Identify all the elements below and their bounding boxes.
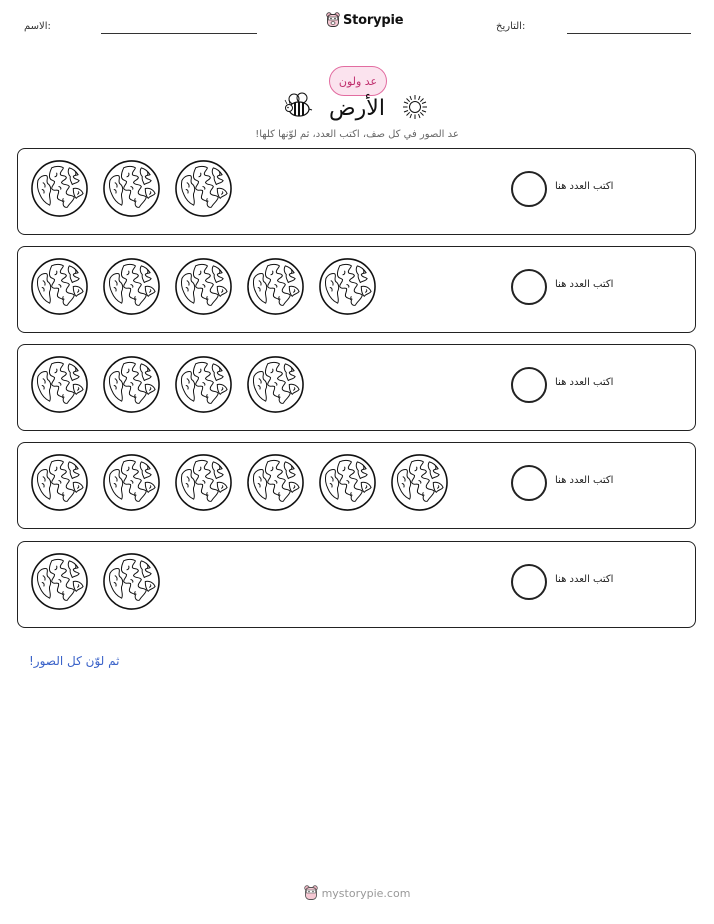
- counting-row: [17, 246, 696, 333]
- date-label: التاريخ:: [496, 21, 526, 32]
- bear-logo-icon: [326, 12, 340, 28]
- count-and-color-badge: عد ولون: [329, 66, 387, 96]
- counting-row: [17, 148, 696, 235]
- bee-icon: [283, 92, 313, 120]
- instructions: عد الصور في كل صف، اكتب العدد، ثم لوّنها كلها!: [255, 129, 459, 140]
- counting-row: [17, 442, 696, 529]
- answer-circle[interactable]: [511, 564, 547, 600]
- globe-icon: [30, 257, 89, 316]
- globe-icon: [246, 257, 305, 316]
- globe-icon: [102, 159, 161, 218]
- globe-icon: [246, 355, 305, 414]
- globe-icon: [102, 552, 161, 611]
- write-number-label: اكتب العدد هنا: [555, 279, 614, 290]
- globe-icon: [390, 453, 449, 512]
- globe-icon: [102, 453, 161, 512]
- footer-url[interactable]: mystorypie.com: [321, 886, 411, 900]
- globe-icon: [174, 257, 233, 316]
- globe-icon: [30, 355, 89, 414]
- globe-group: [30, 552, 161, 611]
- footer-brand: [0, 885, 714, 901]
- globe-icon: [246, 453, 305, 512]
- globe-icon: [174, 453, 233, 512]
- globe-group: [30, 159, 233, 218]
- counting-row: [17, 541, 696, 628]
- globe-icon: [102, 355, 161, 414]
- answer-circle[interactable]: [511, 465, 547, 501]
- write-number-label: اكتب العدد هنا: [555, 574, 614, 585]
- globe-icon: [102, 257, 161, 316]
- globe-icon: [174, 355, 233, 414]
- write-number-label: اكتب العدد هنا: [555, 181, 614, 192]
- bear-logo-icon: [304, 885, 318, 901]
- globe-icon: [318, 257, 377, 316]
- write-number-label: اكتب العدد هنا: [555, 377, 614, 388]
- worksheet-title: الأرض: [329, 96, 385, 121]
- date-line[interactable]: [567, 33, 691, 34]
- write-number-label: اكتب العدد هنا: [555, 475, 614, 486]
- globe-group: [30, 355, 305, 414]
- globe-icon: [30, 453, 89, 512]
- globe-icon: [30, 159, 89, 218]
- sun-icon: [402, 94, 428, 120]
- name-label: الاسم:: [24, 21, 51, 32]
- brand-name: Storypie: [343, 12, 404, 28]
- globe-icon: [318, 453, 377, 512]
- storypie-brand: [326, 12, 403, 28]
- color-all-note: ثم لوّن كل الصور!: [29, 654, 120, 668]
- globe-group: [30, 453, 449, 512]
- answer-circle[interactable]: [511, 171, 547, 207]
- globe-icon: [174, 159, 233, 218]
- globe-icon: [30, 552, 89, 611]
- globe-group: [30, 257, 377, 316]
- answer-circle[interactable]: [511, 367, 547, 403]
- name-line[interactable]: [101, 33, 257, 34]
- answer-circle[interactable]: [511, 269, 547, 305]
- counting-row: [17, 344, 696, 431]
